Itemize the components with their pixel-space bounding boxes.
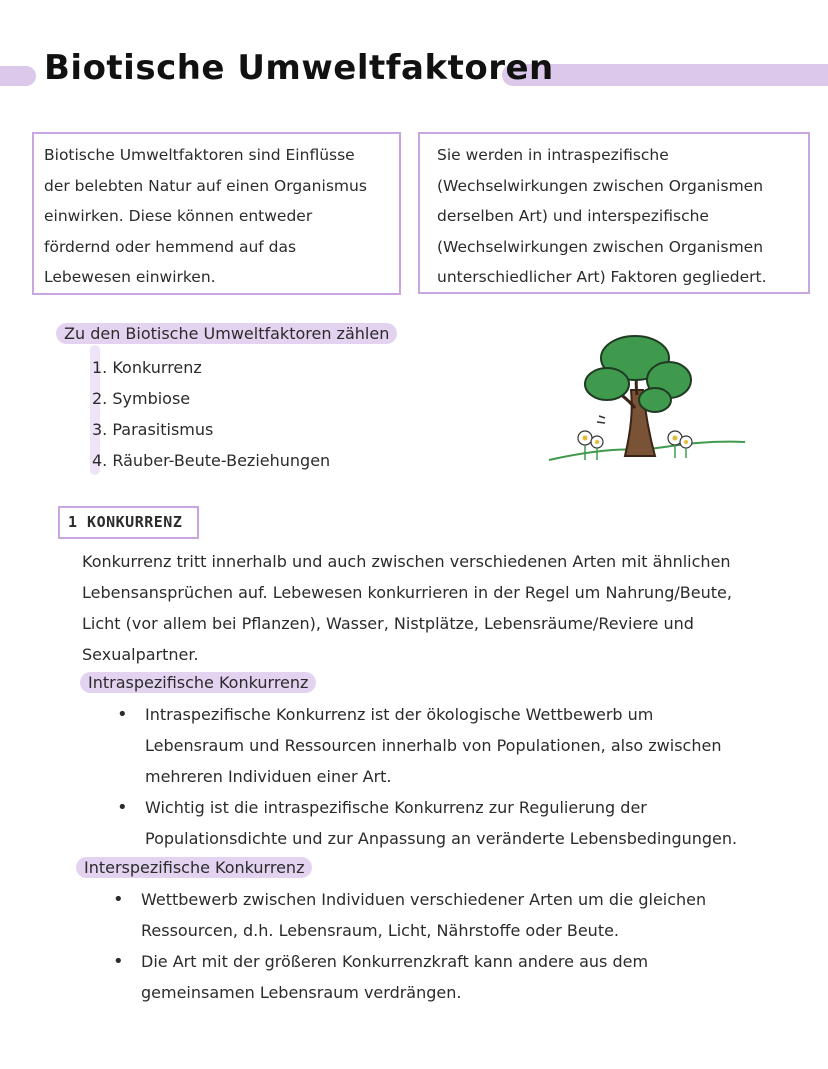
- bullet-line: Populationsdichte und zur Anpassung an veränderte Lebensbedingungen.: [145, 829, 738, 848]
- bullet-item: [117, 699, 805, 792]
- konkurrenz-paragraph: [82, 546, 782, 670]
- bullet-line: Lebensraum und Ressourcen innerhalb von Populationen, also zwischen: [145, 736, 722, 755]
- definition-line: einwirken. Diese können entweder: [44, 207, 313, 225]
- list-item: 3. Parasitismus: [92, 420, 214, 439]
- intraspecific-bullets: [117, 699, 805, 854]
- bullet-line: gemeinsamen Lebensraum verdrängen.: [141, 983, 462, 1002]
- paragraph-line: Sexualpartner.: [82, 645, 199, 664]
- paragraph-line: Lebensansprüchen auf. Lebewesen konkurrieren in der Regel um Nahrung/Beute,: [82, 583, 732, 602]
- definition-line: fördernd oder hemmend auf das: [44, 237, 297, 256]
- bullet-icon: •: [117, 797, 128, 818]
- definition-box: [32, 132, 401, 295]
- paragraph-line: Konkurrenz tritt innerhalb und auch zwischen verschiedenen Arten mit ähnlichen: [82, 552, 731, 571]
- classification-box: [418, 132, 810, 294]
- bullet-line: Wettbewerb zwischen Individuen verschiedener Arten um die gleichen: [141, 890, 707, 909]
- classification-line: Sie werden in intraspezifische: [437, 146, 669, 164]
- bullet-line: Intraspezifische Konkurrenz ist der ökologische Wettbewerb um: [145, 705, 654, 724]
- bullet-icon: •: [117, 704, 128, 725]
- bullet-line: Ressourcen, d.h. Lebensraum, Licht, Nährstoffe oder Beute.: [141, 921, 620, 940]
- intraspecific-heading: Intraspezifische Konkurrenz: [80, 672, 316, 693]
- title-accent-left: [0, 66, 36, 86]
- classification-line: derselben Art) und interspezifische: [437, 207, 709, 225]
- classification-line: (Wechselwirkungen zwischen Organismen: [437, 237, 764, 256]
- definition-line: Lebewesen einwirken.: [44, 268, 216, 286]
- factors-list: [92, 352, 330, 476]
- list-item: 2. Symbiose: [92, 389, 191, 408]
- factors-heading: Zu den Biotische Umweltfaktoren zählen: [56, 323, 397, 344]
- definition-line: der belebten Natur auf einen Organismus: [44, 176, 367, 195]
- tree-illustration: [545, 330, 755, 470]
- page-title: Biotische Umweltfaktoren: [44, 48, 554, 88]
- list-item: 1. Konkurrenz: [92, 358, 202, 377]
- classification-line: unterschiedlicher Art) Faktoren gegliedert.: [437, 268, 767, 286]
- bullet-item: [117, 792, 805, 854]
- bullet-item: [113, 946, 801, 1008]
- classification-line: (Wechselwirkungen zwischen Organismen: [437, 176, 764, 195]
- bullet-line: mehreren Individuen einer Art.: [145, 767, 392, 786]
- section-heading-konkurrenz: 1 KONKURRENZ: [58, 506, 199, 539]
- bullet-line: Die Art mit der größeren Konkurrenzkraft kann andere aus dem: [141, 952, 649, 971]
- paragraph-line: Licht (vor allem bei Pflanzen), Wasser, Nistplätze, Lebensräume/Reviere und: [82, 614, 694, 633]
- interspecific-heading: Interspezifische Konkurrenz: [76, 857, 312, 878]
- bullet-item: [113, 884, 801, 946]
- bullet-line: Wichtig ist die intraspezifische Konkurrenz zur Regulierung der: [145, 798, 647, 817]
- list-item: 4. Räuber-Beute-Beziehungen: [92, 451, 331, 470]
- interspecific-bullets: [113, 884, 801, 1008]
- bullet-icon: •: [113, 951, 124, 972]
- definition-line: Biotische Umweltfaktoren sind Einflüsse: [44, 146, 355, 164]
- bullet-icon: •: [113, 889, 124, 910]
